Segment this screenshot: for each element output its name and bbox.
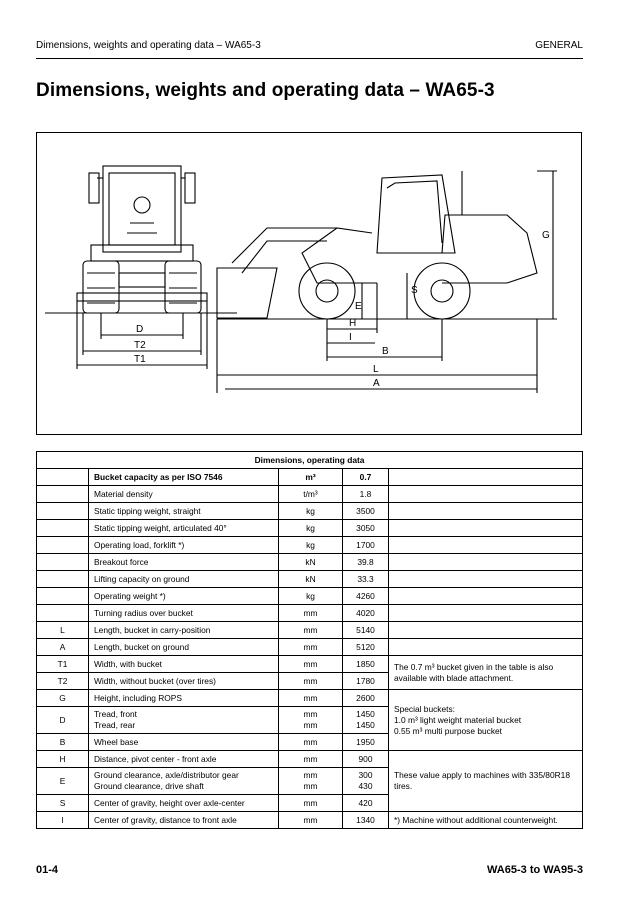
note-blade: [389, 656, 583, 690]
row-code: [37, 503, 89, 520]
row-value: [343, 571, 389, 588]
dim-label-a: A: [373, 378, 380, 389]
row-code: B: [37, 734, 89, 751]
cell-line: Tread, rear: [94, 720, 136, 730]
row-code: G: [37, 690, 89, 707]
cell-line: 5140: [356, 624, 375, 635]
row-value: [343, 795, 389, 812]
dim-label-t1: T1: [134, 354, 146, 365]
cell-line: 3500: [356, 505, 375, 516]
dim-label-g: G: [542, 230, 550, 241]
cell-line: 1450: [356, 720, 375, 730]
row-value: [343, 486, 389, 503]
row-description: [89, 751, 279, 768]
cell-line: Static tipping weight, straight: [94, 505, 201, 516]
cell-line: Tread, front: [94, 709, 137, 719]
row-description: [89, 812, 279, 829]
table-heading: Dimensions, operating data: [37, 452, 583, 469]
note-empty: [389, 605, 583, 622]
page-header-right: GENERAL: [535, 40, 583, 51]
cell-line: kN: [305, 573, 316, 584]
row-unit: [279, 656, 343, 673]
row-unit: [279, 571, 343, 588]
cell-line: kg: [306, 505, 315, 516]
row-description: [89, 734, 279, 751]
row-unit: [279, 768, 343, 795]
note-empty: [389, 469, 583, 486]
row-code: [37, 469, 89, 486]
cell-line: mm: [303, 770, 318, 780]
page-header-left: Dimensions, weights and operating data – WA65-3: [36, 40, 261, 51]
row-value: [343, 751, 389, 768]
row-value: [343, 734, 389, 751]
page-number: 01-4: [36, 864, 59, 876]
row-description: [89, 554, 279, 571]
row-code: T1: [37, 656, 89, 673]
row-code: E: [37, 768, 89, 795]
cell-line: kg: [306, 522, 315, 533]
cell-line: 39.8: [357, 556, 374, 567]
cell-line: 300: [358, 770, 373, 780]
table-row: [37, 605, 583, 622]
cell-line: mm: [303, 658, 318, 669]
row-description: [89, 707, 279, 734]
cell-line: mm: [303, 736, 318, 747]
header-rule: [36, 58, 583, 59]
row-code: H: [37, 751, 89, 768]
row-description: [89, 571, 279, 588]
note-empty: [389, 520, 583, 537]
row-value: [343, 605, 389, 622]
cell-line: 430: [358, 781, 373, 791]
row-value: [343, 639, 389, 656]
row-code: L: [37, 622, 89, 639]
cell-line: Length, bucket on ground: [94, 641, 189, 652]
row-description: [89, 795, 279, 812]
dim-label-b: B: [382, 346, 389, 357]
note-counterweight: [389, 812, 583, 829]
row-unit: [279, 673, 343, 690]
cell-line: Width, with bucket: [94, 658, 162, 669]
cell-line: 1450: [356, 709, 375, 719]
row-value: [343, 520, 389, 537]
cell-line: Turning radius over bucket: [94, 607, 193, 618]
row-unit: [279, 639, 343, 656]
row-unit: [279, 751, 343, 768]
dim-label-i: I: [349, 332, 352, 343]
cell-line: 0.7: [359, 471, 372, 482]
table-row: [37, 554, 583, 571]
row-value: [343, 537, 389, 554]
operating-data-table: [36, 451, 583, 829]
table-row: [37, 812, 583, 829]
row-unit: [279, 537, 343, 554]
cell-line: 1850: [356, 658, 375, 669]
cell-line: 1700: [356, 539, 375, 550]
row-code: S: [37, 795, 89, 812]
row-unit: [279, 812, 343, 829]
cell-line: 5120: [356, 641, 375, 652]
row-unit: [279, 469, 343, 486]
cell-line: mm: [303, 675, 318, 686]
row-unit: [279, 622, 343, 639]
cell-line: 4260: [356, 590, 375, 601]
cell-line: Width, without bucket (over tires): [94, 675, 216, 686]
row-description: [89, 588, 279, 605]
footer-model-range: WA65-3 to WA95-3: [487, 864, 583, 876]
table-row: [37, 571, 583, 588]
note-empty: [389, 622, 583, 639]
cell-line: Material density: [94, 488, 153, 499]
cell-line: Ground clearance, axle/distributor gear: [94, 770, 239, 780]
note-line: Special buckets:: [394, 703, 455, 714]
row-unit: [279, 795, 343, 812]
row-value: [343, 469, 389, 486]
cell-line: mm: [303, 641, 318, 652]
table-row: [37, 588, 583, 605]
dim-label-l: L: [373, 364, 379, 375]
cell-line: mm: [303, 624, 318, 635]
row-description: [89, 605, 279, 622]
cell-line: mm: [303, 797, 318, 808]
table-heading-row: [37, 452, 583, 469]
table-row: [37, 751, 583, 768]
row-code: [37, 554, 89, 571]
note-tires: [389, 751, 583, 812]
row-unit: [279, 554, 343, 571]
row-description: [89, 486, 279, 503]
cell-line: kN: [305, 556, 316, 567]
cell-line: m³: [305, 471, 316, 482]
note-empty: [389, 537, 583, 554]
cell-line: mm: [303, 607, 318, 618]
cell-line: mm: [303, 814, 318, 825]
row-unit: [279, 520, 343, 537]
cell-line: 4020: [356, 607, 375, 618]
cell-line: Bucket capacity as per ISO 7546: [94, 471, 223, 482]
row-description: [89, 537, 279, 554]
dimension-drawing: [36, 132, 582, 435]
row-code: [37, 571, 89, 588]
row-unit: [279, 605, 343, 622]
cell-line: 1780: [356, 675, 375, 686]
cell-line: Static tipping weight, articulated 40°: [94, 522, 227, 533]
row-value: [343, 656, 389, 673]
row-value: [343, 812, 389, 829]
row-unit: [279, 707, 343, 734]
cell-line: Wheel base: [94, 736, 139, 747]
row-description: [89, 622, 279, 639]
note-empty: [389, 503, 583, 520]
cell-line: Center of gravity, distance to front axle: [94, 814, 237, 825]
row-code: [37, 520, 89, 537]
row-description: [89, 520, 279, 537]
dim-label-t2: T2: [134, 340, 146, 351]
note-empty: [389, 588, 583, 605]
row-unit: [279, 690, 343, 707]
note-line: 0.55 m³ multi purpose bucket: [394, 725, 502, 736]
dim-label-d: D: [136, 324, 144, 335]
row-code: [37, 486, 89, 503]
cell-line: Distance, pivot center - front axle: [94, 753, 217, 764]
dim-label-e: E: [355, 301, 362, 312]
row-code: I: [37, 812, 89, 829]
cell-line: Length, bucket in carry-position: [94, 624, 211, 635]
note-empty: [389, 486, 583, 503]
cell-line: mm: [303, 692, 318, 703]
cell-line: 3050: [356, 522, 375, 533]
row-code: A: [37, 639, 89, 656]
row-description: [89, 639, 279, 656]
cell-line: Height, including ROPS: [94, 692, 182, 703]
page-title: Dimensions, weights and operating data – WA65-3: [36, 80, 495, 101]
cell-line: kg: [306, 590, 315, 601]
table-row: [37, 622, 583, 639]
row-description: [89, 503, 279, 520]
note-empty: [389, 554, 583, 571]
row-unit: [279, 734, 343, 751]
row-value: [343, 588, 389, 605]
table-row: [37, 520, 583, 537]
note-special-buckets: [389, 690, 583, 751]
row-value: [343, 690, 389, 707]
table-row: [37, 503, 583, 520]
row-description: [89, 673, 279, 690]
note-empty: [389, 639, 583, 656]
row-unit: [279, 588, 343, 605]
table-row: [37, 469, 583, 486]
row-code: [37, 588, 89, 605]
row-description: [89, 656, 279, 673]
row-unit: [279, 486, 343, 503]
cell-line: mm: [303, 720, 318, 730]
row-code: [37, 605, 89, 622]
table-row: [37, 690, 583, 707]
cell-line: 900: [358, 753, 373, 764]
cell-line: t/m³: [303, 488, 318, 499]
cell-line: Operating load, forklift *): [94, 539, 185, 550]
row-value: [343, 673, 389, 690]
table-row: [37, 656, 583, 673]
row-value: [343, 554, 389, 571]
cell-line: 1950: [356, 736, 375, 747]
cell-line: 1.8: [359, 488, 372, 499]
wheel-loader-drawing: [37, 133, 583, 436]
table-row: [37, 486, 583, 503]
front-view: [45, 166, 237, 369]
dim-label-s: S: [411, 285, 418, 296]
row-description: [89, 768, 279, 795]
note-line: These value apply to machines with 335/80R18 tires.: [394, 770, 570, 791]
note-line: The 0.7 m³ bucket given in the table is also available with blade attachment.: [394, 661, 554, 683]
row-value: [343, 503, 389, 520]
row-description: [89, 690, 279, 707]
note-line: *) Machine without additional counterweight.: [394, 814, 558, 825]
table-row: [37, 537, 583, 554]
cell-line: Lifting capacity on ground: [94, 573, 190, 584]
cell-line: mm: [303, 753, 318, 764]
row-code: [37, 537, 89, 554]
row-description: [89, 469, 279, 486]
cell-line: Operating weight *): [94, 590, 166, 601]
cell-line: 33.3: [357, 573, 374, 584]
cell-line: 1340: [356, 814, 375, 825]
side-view: [217, 171, 557, 393]
cell-line: Ground clearance, drive shaft: [94, 781, 204, 791]
row-value: [343, 768, 389, 795]
cell-line: 2600: [356, 692, 375, 703]
cell-line: Breakout force: [94, 556, 149, 567]
dim-label-h: H: [349, 318, 357, 329]
cell-line: 420: [358, 797, 373, 808]
note-line: 1.0 m³ light weight material bucket: [394, 714, 522, 725]
cell-line: Center of gravity, height over axle-center: [94, 797, 245, 808]
cell-line: mm: [303, 709, 318, 719]
row-code: D: [37, 707, 89, 734]
note-empty: [389, 571, 583, 588]
row-unit: [279, 503, 343, 520]
row-code: T2: [37, 673, 89, 690]
cell-line: mm: [303, 781, 318, 791]
row-value: [343, 707, 389, 734]
table-row: [37, 639, 583, 656]
row-value: [343, 622, 389, 639]
cell-line: kg: [306, 539, 315, 550]
